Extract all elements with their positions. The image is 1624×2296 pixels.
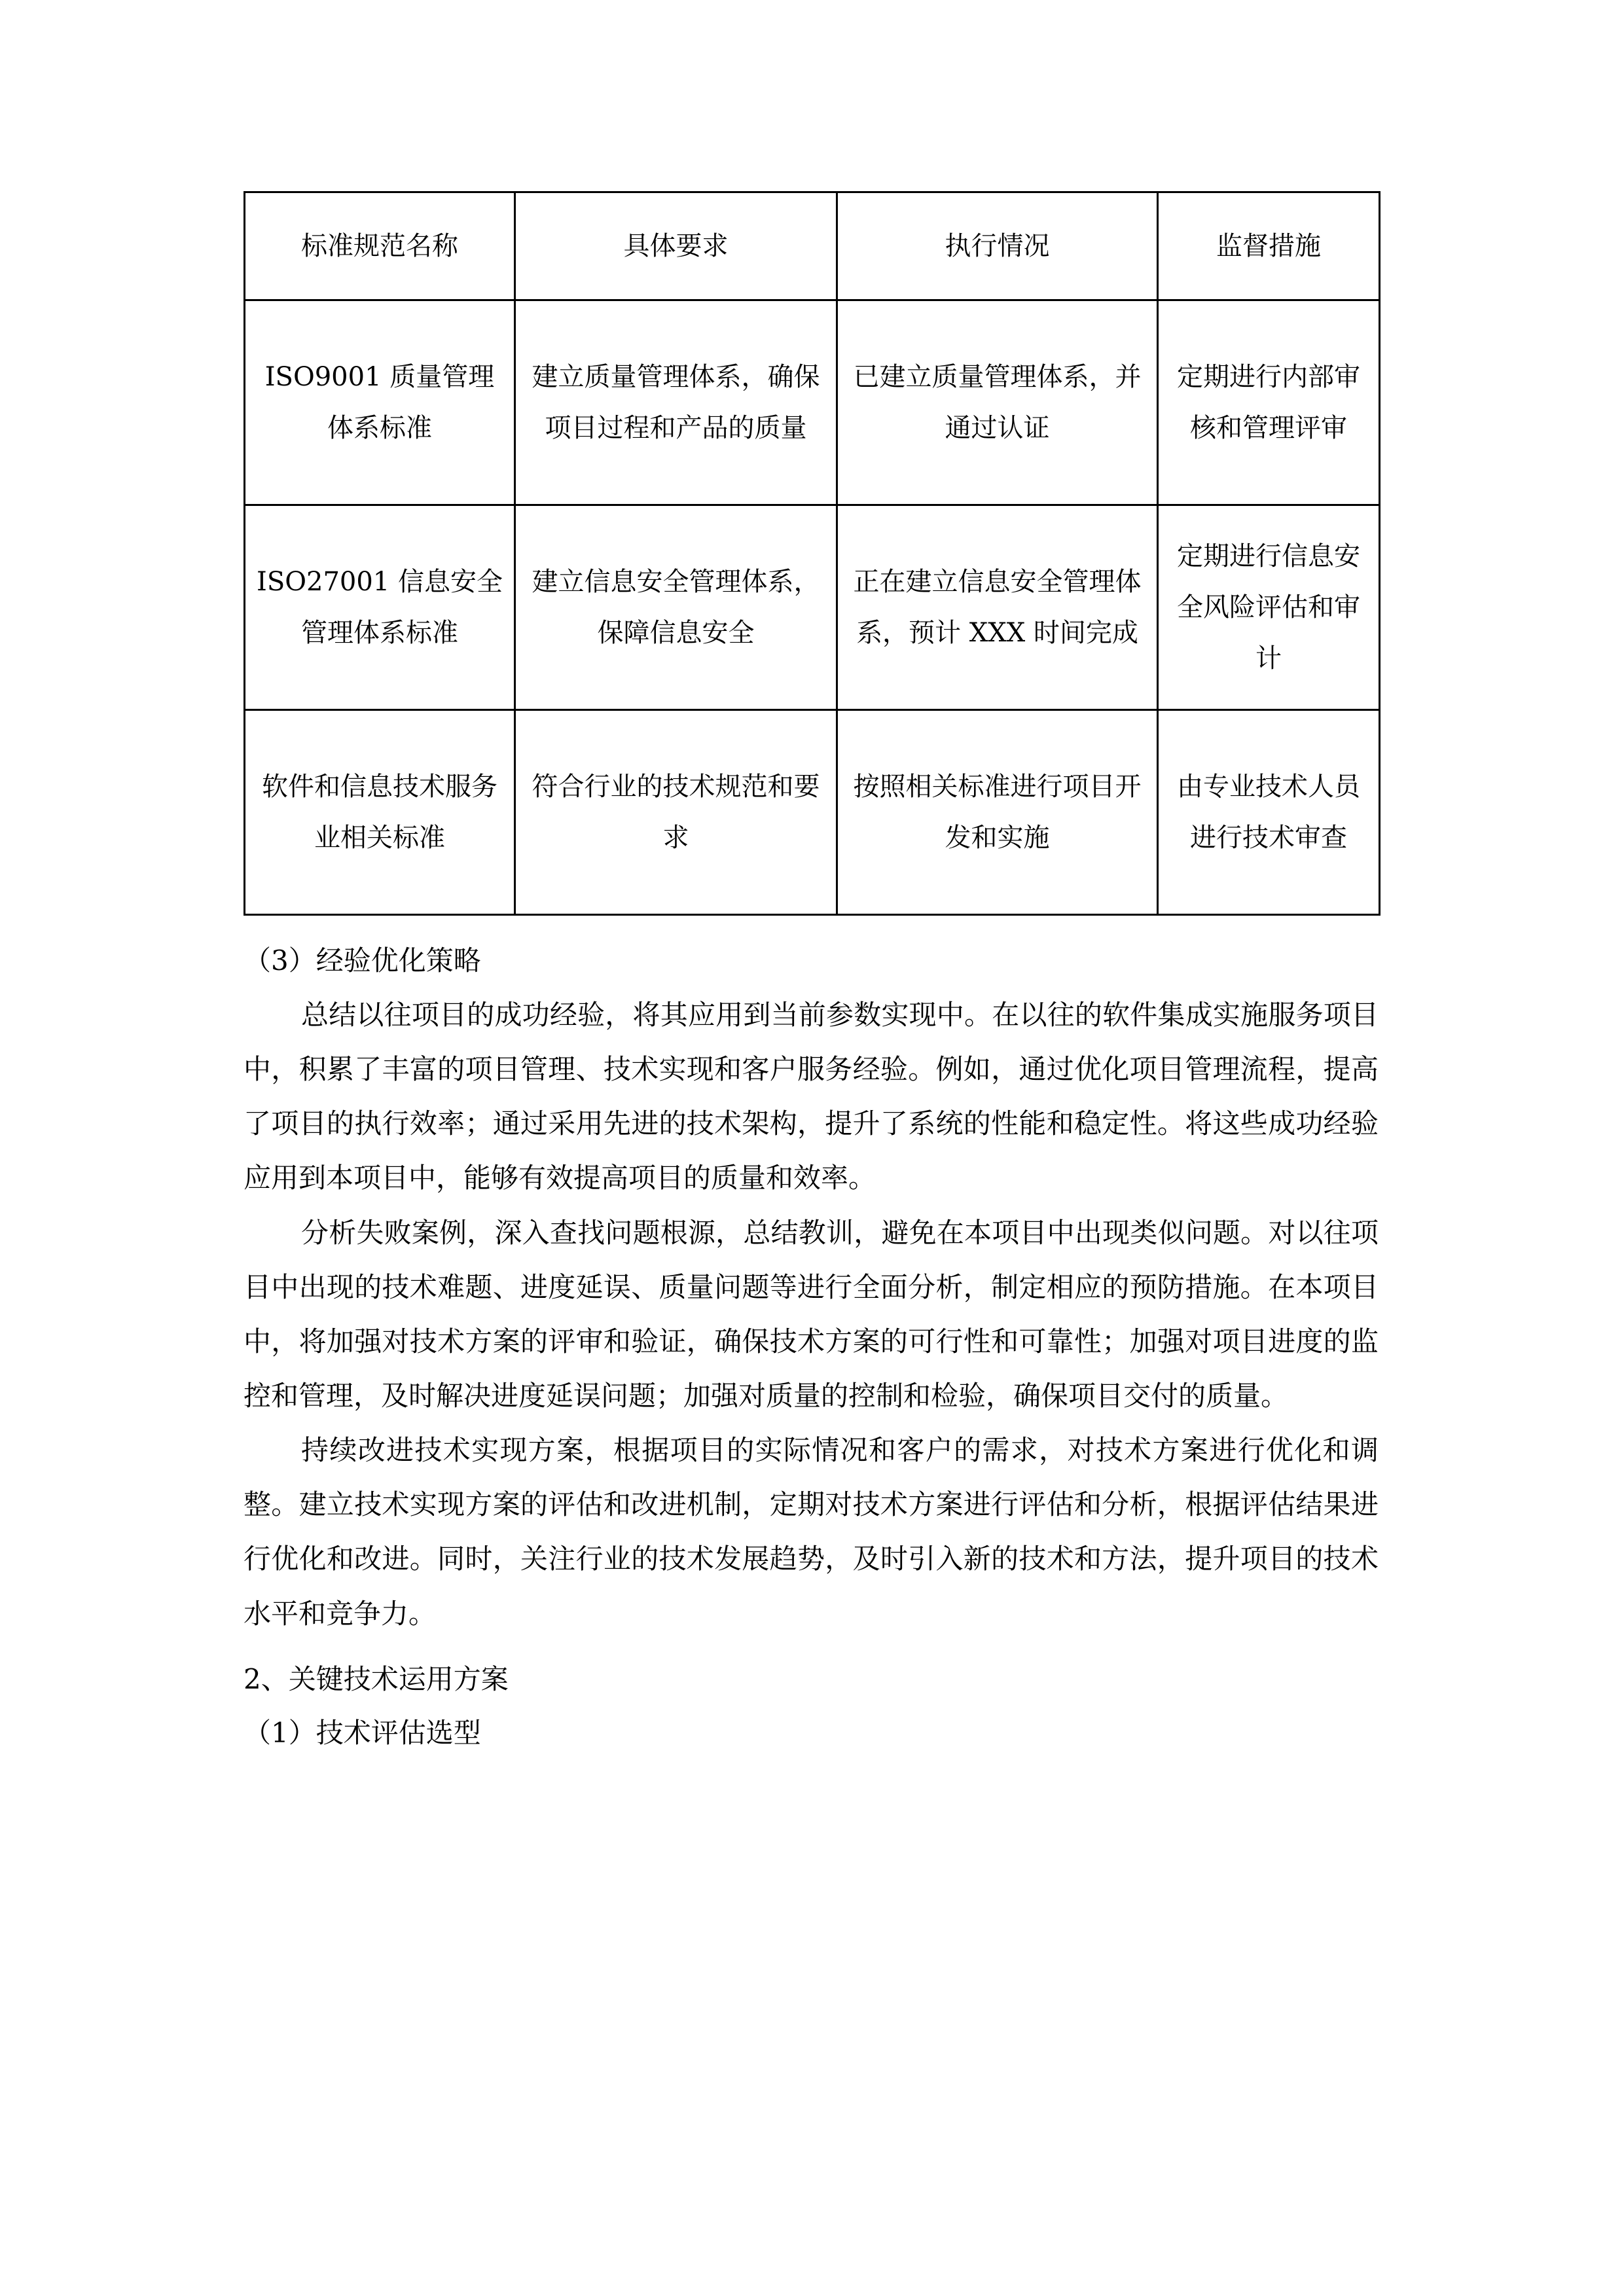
heading-experience-optimization-strategy: （3）经验优化策略 — [244, 944, 481, 977]
cell-status: 已建立质量管理体系，并通过认证 — [837, 300, 1158, 505]
tail-headings-group — [244, 1653, 1379, 1760]
paragraph-success-experience: 总结以往项目的成功经验，将其应用到当前参数实现中。在以往的软件集成实施服务项目中，积累了丰富的项目管理、技术实现和客户服务经验。例如，通过优化项目管理流程，提高了项目的执行效率；通过采用先进的技术架构，提升了系统的性能和稳定性。将这些成功经验应用到本项目中，能够有效提高项目的质量和效率。 — [244, 998, 1379, 1194]
heading-key-technology-application-plan: 2、关键技术运用方案 — [244, 1662, 509, 1695]
cell-requirement: 建立信息安全管理体系，保障信息安全 — [515, 505, 837, 710]
cell-standard-name: ISO9001 质量管理体系标准 — [245, 300, 515, 505]
page-content — [244, 191, 1379, 1760]
table-row — [245, 710, 1380, 915]
paragraph-continuous-improvement: 持续改进技术实现方案，根据项目的实际情况和客户的需求，对技术方案进行优化和调整。建立技术实现方案的评估和改进机制，定期对技术方案进行评估和分析，根据评估结果进行优化和改进。同时，关注行业的技术发展趋势，及时引入新的技术和方法，提升项目的技术水平和竞争力。 — [244, 1434, 1379, 1630]
cell-supervision: 定期进行内部审核和管理评审 — [1158, 300, 1380, 505]
table-header-standard-name: 标准规范名称 — [245, 192, 515, 300]
heading-technology-evaluation-selection: （1）技术评估选型 — [244, 1716, 481, 1749]
table-row — [245, 505, 1380, 710]
cell-supervision: 由专业技术人员进行技术审查 — [1158, 710, 1380, 915]
standards-compliance-table — [244, 191, 1380, 916]
table-header-status: 执行情况 — [837, 192, 1158, 300]
cell-status: 按照相关标准进行项目开发和实施 — [837, 710, 1158, 915]
table-header-supervision: 监督措施 — [1158, 192, 1380, 300]
cell-status: 正在建立信息安全管理体系，预计 XXX 时间完成 — [837, 505, 1158, 710]
table-header-row — [245, 192, 1380, 300]
table-row — [245, 300, 1380, 505]
cell-requirement: 建立质量管理体系，确保项目过程和产品的质量 — [515, 300, 837, 505]
paragraph-failure-analysis: 分析失败案例，深入查找问题根源，总结教训，避免在本项目中出现类似问题。对以往项目中出现的技术难题、进度延误、质量问题等进行全面分析，制定相应的预防措施。在本项目中，将加强对技术方案的评审和验证，确保技术方案的可行性和可靠性；加强对项目进度的监控和管理，及时解决进度延误问题；加强对质量的控制和检验，确保项目交付的质量。 — [244, 1216, 1379, 1412]
table-header-requirement: 具体要求 — [515, 192, 837, 300]
cell-requirement: 符合行业的技术规范和要求 — [515, 710, 837, 915]
cell-supervision: 定期进行信息安全风险评估和审计 — [1158, 505, 1380, 710]
spacer-after-table — [244, 916, 1379, 922]
cell-standard-name: 软件和信息技术服务业相关标准 — [245, 710, 515, 915]
cell-standard-name: ISO27001 信息安全管理体系标准 — [245, 505, 515, 710]
